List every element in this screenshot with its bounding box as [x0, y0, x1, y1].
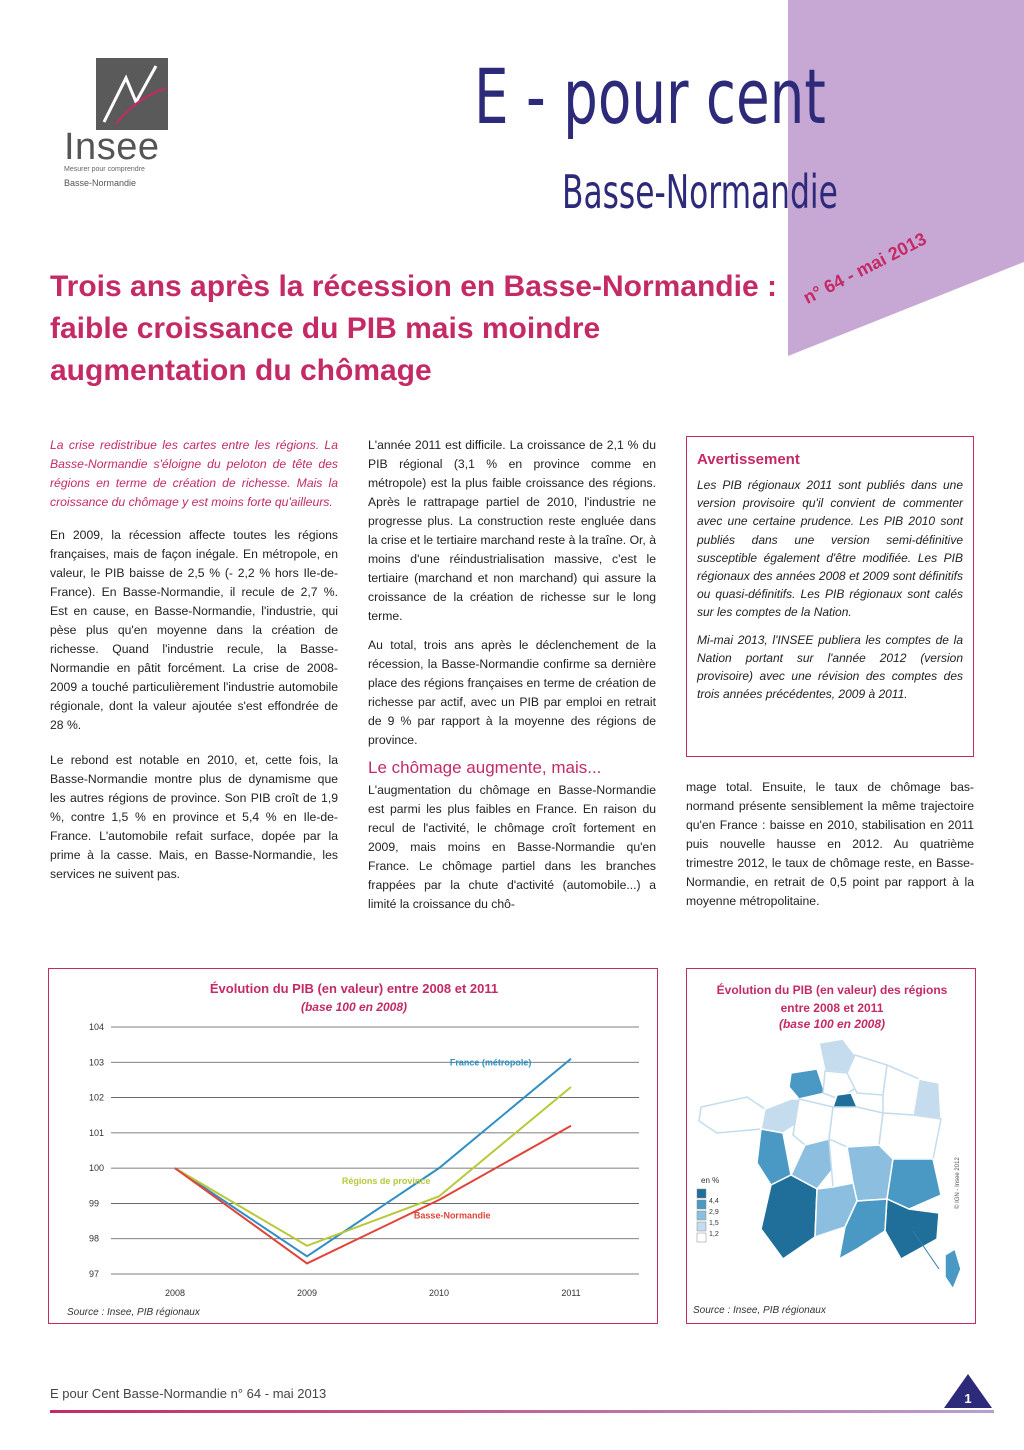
legend-label: 4,4	[709, 1198, 719, 1205]
map-region	[945, 1249, 961, 1289]
legend-label: 2,9	[709, 1209, 719, 1216]
warning-paragraph: Les PIB régionaux 2011 sont publiés dans une version provisoire qu'il convient de commenter avec une certaine prudence. Les PIB 2010 sont publiés dans une version semi-définitive susceptible également d'être modifiée. Les PIB régionaux des années 2008 et 2009 sont définitifs ou quasi-définitifs. Les PIB régionaux sont calés sur les comptes de la Nation.	[697, 478, 963, 620]
warning-box	[686, 436, 974, 757]
lead-paragraph: La crise redistribue les cartes entre les régions. La Basse-Normandie s'éloigne du peloton de tête des régions en terme de création de richesse. Mais la croissance du chômage y est moins forte qu'ailleurs.	[50, 438, 338, 509]
warning-paragraph: Mi-mai 2013, l'INSEE publiera les comptes de la Nation portant sur l'année 2012 (version provisoire) avec une révision des comptes des trois années précédentes, 2009 à 2011.	[697, 632, 963, 702]
map-title: Évolution du PIB (en valeur) des régions entre 2008 et 2011	[716, 983, 948, 1015]
map-region	[793, 1099, 833, 1145]
legend-title: en %	[701, 1176, 720, 1185]
y-tick-label: 104	[89, 1022, 105, 1032]
map-region	[699, 1097, 765, 1133]
map-source: Source : Insee, PIB régionaux	[693, 1305, 826, 1316]
paragraph: Au total, trois ans après le déclenchement de la récession, la Basse-Normandie confirme sa dernière place des régions françaises en terme de création de richesse par actif, avec un PIB par emploi en retrait de 9 % par rapport à la moyenne des régions de province.	[368, 638, 656, 747]
headline: Trois ans après la récession en Basse-Normandie : faible croissance du PIB mais moindre augmentation du chômage	[50, 270, 777, 387]
y-tick-label: 98	[89, 1233, 100, 1244]
paragraph: Le rebond est notable en 2010, et, cette fois, la Basse-Normandie montre plus de dynamisme que les autres régions de province. Son PIB croît de 1,9 %, contre 1,5 % en province et 5,4 % en Ile-de-France. L'automobile refait surface, dopée par la prime à la casse. Mais, en Basse-Normandie, les services ne suivent pas.	[50, 753, 338, 881]
column-2	[368, 436, 656, 924]
y-tick-label: 99	[89, 1198, 100, 1209]
map-region	[761, 1175, 817, 1259]
logo-region: Basse-Normandie	[64, 178, 137, 188]
legend-swatch	[697, 1189, 706, 1198]
brand-title: E - pour cent	[474, 52, 826, 141]
chart-title: Évolution du PIB (en valeur) entre 2008 et 2011	[209, 981, 499, 996]
series-label: France (métropole)	[449, 1057, 532, 1068]
series-line	[175, 1059, 571, 1257]
gdp-map-box	[686, 968, 976, 1324]
series-line	[175, 1126, 571, 1264]
map-legend	[697, 1176, 719, 1242]
series-label: Basse-Normandie	[413, 1210, 491, 1221]
insee-logo	[96, 58, 168, 130]
map-region	[829, 1107, 883, 1147]
legend-swatch	[697, 1200, 706, 1209]
x-tick-label: 2009	[296, 1288, 318, 1298]
column-3	[686, 778, 974, 921]
legend-swatch	[697, 1211, 706, 1220]
x-tick-label: 2011	[561, 1288, 581, 1298]
x-tick-label: 2010	[428, 1288, 450, 1298]
y-tick-label: 100	[89, 1163, 105, 1174]
column-1	[50, 436, 338, 894]
series-line	[175, 1087, 571, 1246]
legend-swatch	[697, 1222, 706, 1231]
map-subtitle: (base 100 en 2008)	[778, 1017, 886, 1031]
issue-label: n° 64 - mai 2013	[800, 228, 930, 308]
paragraph: L'année 2011 est difficile. La croissance de 2,1 % du PIB régional (3,1 % en province comme en métropole) est la plus faible croissance des régions. Après le rattrapage partiel de 2010, l'industrie ne progresse plus. La construction reste engluée dans la crise et le tertiaire marchand reste à la traîne. Or, à moins d'une réindustrialisation massive, c'est le tertiaire (marchand et non marchand) qui assure la croissance de la création de richesse sur le long terme.	[368, 438, 656, 623]
legend-swatch	[697, 1233, 706, 1242]
y-tick-label: 103	[89, 1057, 105, 1068]
legend-label: 1,5	[709, 1220, 719, 1227]
paragraph: En 2009, la récession affecte toutes les régions françaises, mais de façon inégale. En métropole, en valeur, le PIB baisse de 2,5 % (- 2,2 % hors Ile-de-France). En Basse-Normandie, il recule de 2,7 %. Est en cause, en Basse-Normandie, l'industrie, qui pèse plus qu'en moyenne dans la création de richesse. Quand l'industrie recule, la Basse-Normandie en pâtit forcément. La crise de 2008-2009 a touché particulièrement l'industrie automobile régionale, dont la valeur ajoutée s'est effondrée de 28 %.	[50, 528, 338, 732]
france-regions-map	[687, 969, 977, 1325]
y-tick-label: 102	[89, 1092, 105, 1103]
logo-tagline: Mesurer pour comprendre	[64, 166, 145, 173]
logo-name: Insee	[64, 126, 160, 168]
map-region	[887, 1159, 941, 1209]
y-tick-label: 97	[89, 1269, 100, 1279]
x-tick-label: 2008	[164, 1288, 186, 1298]
footer-text: E pour Cent Basse-Normandie n° 64 - mai 2013	[50, 1386, 327, 1401]
gdp-chart-box	[48, 968, 658, 1324]
insee-logo-mark	[96, 58, 168, 130]
warning-title: Avertissement	[697, 451, 800, 468]
page-badge	[944, 1372, 992, 1408]
gdp-line-chart	[49, 969, 659, 1325]
paragraph: mage total. Ensuite, le taux de chômage bas-normand présente sensiblement la même trajectoire qu'en France : baisse en 2010, stabilisation en 2011 puis nouvelle hausse en 2012. Au quatrième trimestre 2012, le taux de chômage reste, en Basse-Normandie, en retrait de 0,5 point par rapport à la moyenne métropolitaine.	[686, 780, 974, 908]
page-number: 1	[964, 1391, 972, 1406]
map-copyright: © IGN - Insee 2012	[955, 1157, 961, 1209]
map-region	[789, 1069, 825, 1099]
footer-rule	[50, 1410, 994, 1413]
paragraph: L'augmentation du chômage en Basse-Normandie est parmi les plus faibles en France. En raison du recul de l'activité, le chômage croît fortement en 2009, mais moins en Basse-Normandie qu'en France. Le chômage partiel dans les branches frappées par la chute d'activité (automobile...) a limité la croissance du chô-	[368, 783, 656, 911]
map-region	[879, 1113, 941, 1159]
section-subhead: Le chômage augmente, mais...	[368, 758, 602, 777]
chart-subtitle: (base 100 en 2008)	[300, 1000, 408, 1014]
y-tick-label: 101	[89, 1127, 105, 1138]
legend-label: 1,2	[709, 1231, 719, 1238]
series-label: Régions de province	[341, 1176, 431, 1187]
brand-region: Basse-Normandie	[562, 165, 838, 219]
map-region	[757, 1129, 791, 1185]
chart-source: Source : Insee, PIB régionaux	[67, 1307, 200, 1318]
